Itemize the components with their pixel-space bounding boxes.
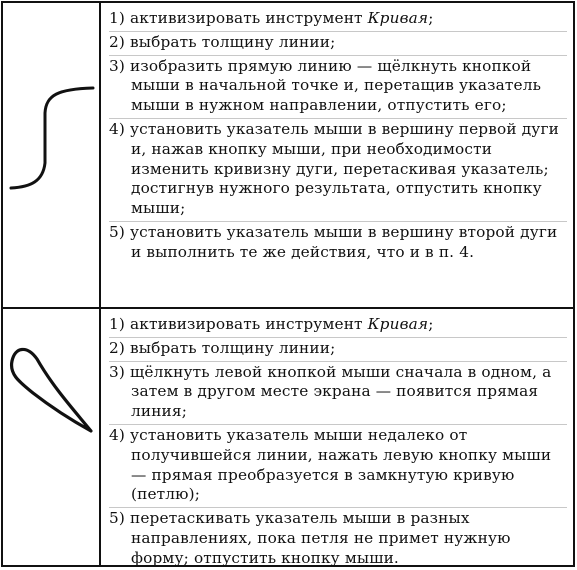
tool-name: Кривая xyxy=(367,315,429,333)
list-item: 3) щёлкнуть левой кнопкой мыши сначала в одном, а затем в другом месте экрана — появится прямая линия; xyxy=(109,361,567,422)
instruction-table xyxy=(1,1,575,567)
steps-list xyxy=(101,309,573,565)
step-text: 1) активизировать инструмент xyxy=(109,315,368,333)
list-item xyxy=(109,315,567,335)
list-item: 4) установить указатель мыши в вершину первой дуги и, нажав кнопку мыши, при необходимости изменить кривизну дуги, перетаскивая указатель; достигнув нужного результата, отпустить кнопку мыши; xyxy=(109,118,567,219)
icon-cell xyxy=(3,3,101,307)
list-item: 5) установить указатель мыши в вершину второй дуги и выполнить те же действия, что и в п. 4. xyxy=(109,221,567,263)
list-item: 4) установить указатель мыши недалеко от получившейся линии, нажать левую кнопку мыши — прямая преобразуется в замкнутую кривую (петлю); xyxy=(109,424,567,505)
list-item: 5) перетаскивать указатель мыши в разных направлениях, пока петля не примет нужную форму; отпустить кнопку мыши. xyxy=(109,507,567,568)
list-item: 3) изобразить прямую линию — щёлкнуть кнопкой мыши в начальной точке и, перетащив указатель мыши в нужном направлении, отпустить его; xyxy=(109,55,567,116)
step-text: 1) активизировать инструмент xyxy=(109,9,368,27)
icon-cell xyxy=(3,309,101,565)
list-item: 2) выбрать толщину линии; xyxy=(109,337,567,359)
list-item xyxy=(109,9,567,29)
list-item: 2) выбрать толщину линии; xyxy=(109,31,567,53)
step-text-end: ; xyxy=(428,315,434,333)
table-row xyxy=(3,309,573,565)
tool-name: Кривая xyxy=(367,9,429,27)
closed-loop-curve-icon xyxy=(3,309,99,565)
steps-list xyxy=(101,3,573,307)
table-row xyxy=(3,3,573,309)
step-text-end: ; xyxy=(428,9,434,27)
s-curve-icon xyxy=(3,3,99,309)
